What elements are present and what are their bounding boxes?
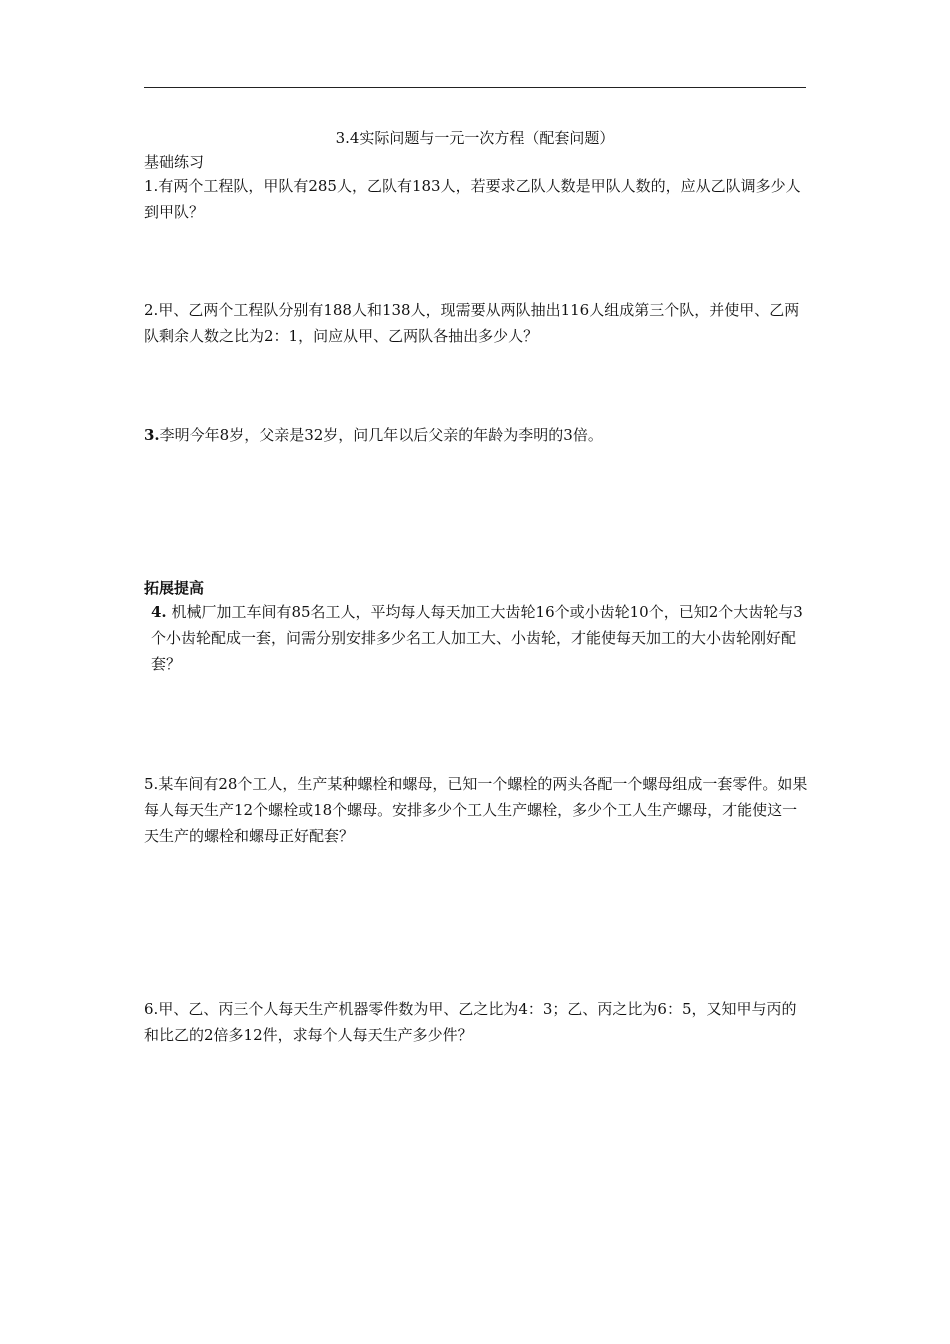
question-6-text: 甲、乙、丙三个人每天生产机器零件数为甲、乙之比为4：3；乙、丙之比为6：5，又知甲与丙的和比乙的2倍多12件，求每个人每天生产多少件？	[144, 1000, 797, 1044]
question-3-text: 李明今年8岁，父亲是32岁，问几年以后父亲的年龄为李明的3倍。	[159, 426, 603, 444]
question-4-text: 机械厂加工车间有85名工人，平均每人每天加工大齿轮16个或小齿轮10个，已知2个大齿轮与3个小齿轮配成一套，问需分别安排多少名工人加工大、小齿轮，才能使每天加工的大小齿轮刚好配套？	[151, 603, 803, 673]
section-extend-heading: 拓展提高	[144, 579, 205, 597]
section-basic-heading: 基础练习	[144, 153, 205, 171]
question-2	[144, 297, 809, 349]
question-1	[144, 173, 809, 225]
question-5-text: 某车间有28个工人，生产某种螺栓和螺母，已知一个螺栓的两头各配一个螺母组成一套零件。如果每人每天生产12个螺栓或18个螺母。安排多少个工人生产螺栓，多少个工人生产螺母，才能使这一天生产的螺栓和螺母正好配套？	[144, 775, 808, 845]
question-1-number: 1.	[144, 177, 159, 195]
question-2-number: 2.	[144, 301, 159, 319]
question-3	[144, 422, 809, 448]
question-2-text: 甲、乙两个工程队分别有188人和138人，现需要从两队抽出116人组成第三个队，并使甲、乙两队剩余人数之比为2：1，问应从甲、乙两队各抽出多少人？	[144, 301, 800, 345]
document-title: 3.4实际问题与一元一次方程（配套问题）	[335, 129, 615, 147]
question-1-text: 有两个工程队，甲队有285人，乙队有183人，若要求乙队人数是甲队人数的，应从乙队调多少人到甲队？	[144, 177, 801, 221]
question-4	[144, 599, 816, 677]
question-5	[144, 771, 809, 849]
question-4-number: 4.	[151, 603, 167, 621]
question-5-number: 5.	[144, 775, 159, 793]
question-6	[144, 996, 809, 1048]
question-6-number: 6.	[144, 1000, 159, 1018]
header-rule	[144, 87, 806, 88]
question-3-number: 3.	[144, 426, 160, 444]
